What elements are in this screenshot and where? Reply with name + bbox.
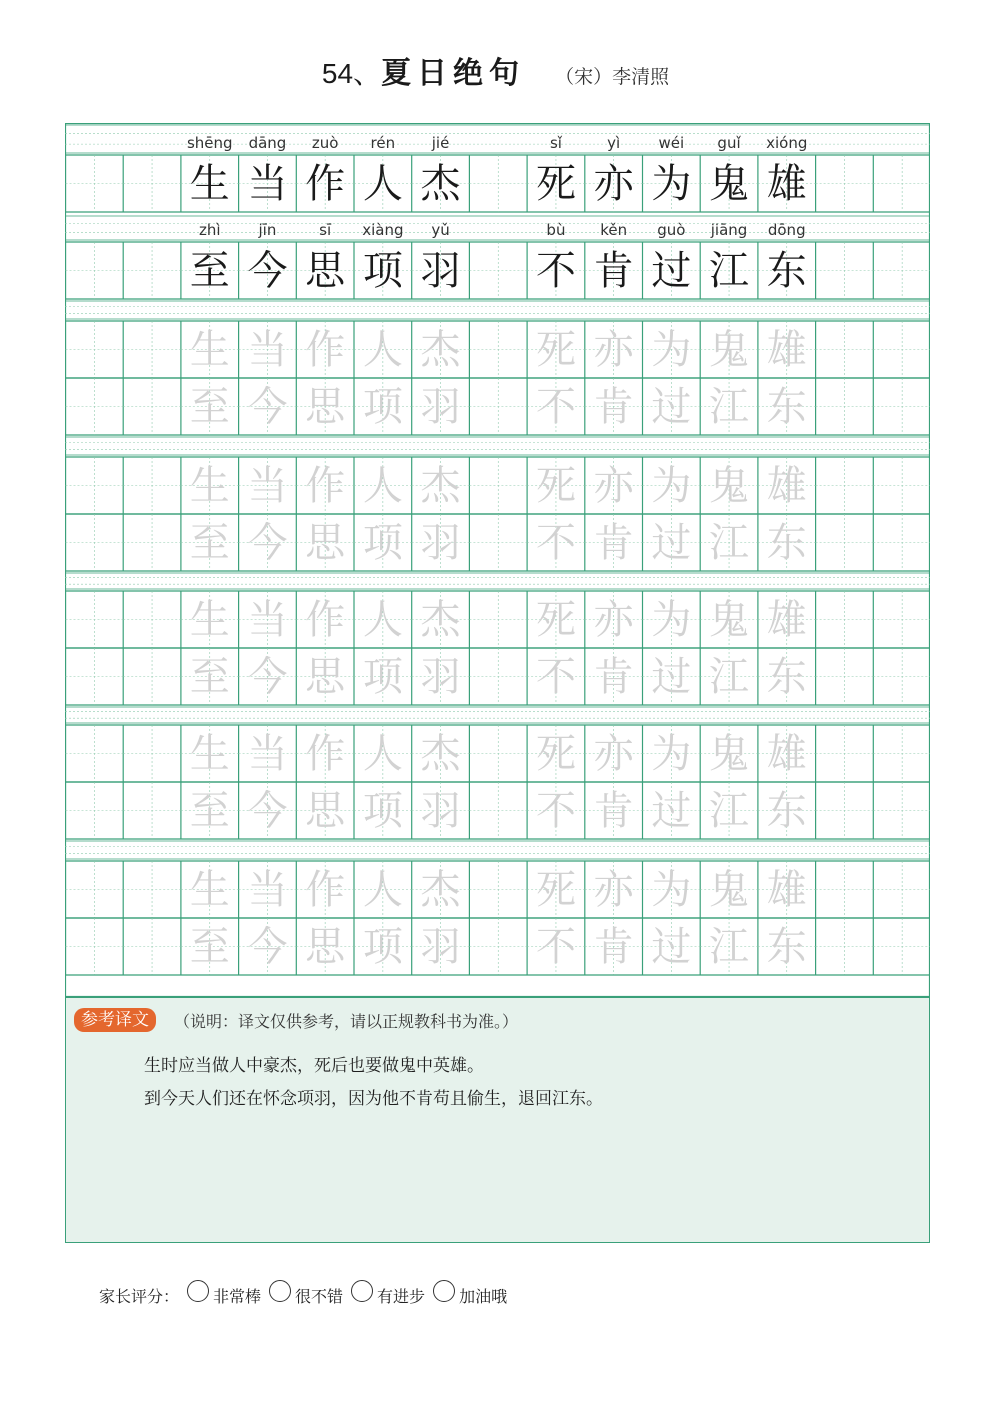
poem-title: 夏日绝句 — [381, 56, 526, 91]
trace-character: 项 — [362, 787, 403, 834]
model-character: 今 — [247, 247, 288, 294]
pinyin-label: wéi — [658, 134, 685, 152]
trace-character: 肯 — [593, 787, 634, 834]
trace-character: 鬼 — [709, 462, 750, 509]
pinyin-label: guǐ — [717, 134, 741, 152]
trace-character: 不 — [535, 383, 576, 430]
trace-character: 人 — [362, 730, 403, 777]
trace-character: 过 — [651, 787, 692, 834]
trace-character: 东 — [766, 787, 807, 834]
parent-rating — [99, 1280, 507, 1310]
trace-character: 过 — [651, 653, 692, 700]
pinyin-label: kěn — [600, 221, 628, 239]
pinyin-label: shēng — [186, 134, 233, 152]
trace-character: 为 — [651, 866, 692, 913]
trace-character: 不 — [535, 653, 576, 700]
trace-character: 肯 — [593, 519, 634, 566]
trace-character: 亦 — [593, 326, 634, 373]
pinyin-label: rén — [370, 134, 396, 152]
pinyin-label: dāng — [248, 134, 287, 152]
trace-character: 杰 — [420, 596, 461, 643]
pinyin-label: jié — [431, 134, 450, 152]
trace-character: 雄 — [766, 326, 807, 373]
trace-character: 为 — [651, 462, 692, 509]
rating-label: 家长评分： — [99, 1286, 180, 1306]
poem-author: （宋）李清照 — [555, 66, 670, 88]
trace-character: 肯 — [593, 923, 634, 970]
pinyin-label: xióng — [766, 134, 808, 152]
trace-character: 思 — [305, 653, 346, 700]
pinyin-label: sī — [319, 221, 332, 239]
rating-option-good[interactable]: 很不错 — [269, 1284, 343, 1307]
trace-character: 当 — [247, 596, 288, 643]
model-character: 东 — [766, 247, 807, 294]
trace-character: 当 — [247, 326, 288, 373]
model-character: 项 — [362, 247, 403, 294]
trace-character: 作 — [305, 866, 346, 913]
trace-character: 东 — [766, 519, 807, 566]
trace-character: 肯 — [593, 383, 634, 430]
model-character: 当 — [247, 160, 288, 207]
trace-character: 生 — [189, 596, 230, 643]
trace-character: 死 — [535, 596, 576, 643]
trace-character: 项 — [362, 383, 403, 430]
trace-character: 思 — [305, 383, 346, 430]
trace-character: 东 — [766, 923, 807, 970]
model-character: 雄 — [766, 160, 807, 207]
trace-character: 过 — [651, 383, 692, 430]
trace-character: 今 — [247, 653, 288, 700]
trace-character: 不 — [535, 923, 576, 970]
trace-character: 项 — [362, 653, 403, 700]
model-character: 为 — [651, 160, 692, 207]
trace-character: 过 — [651, 519, 692, 566]
trace-character: 思 — [305, 519, 346, 566]
model-character: 杰 — [420, 160, 461, 207]
trace-character: 项 — [362, 519, 403, 566]
radio-circle-icon[interactable] — [269, 1280, 291, 1302]
model-character: 亦 — [593, 160, 634, 207]
trace-character: 亦 — [593, 462, 634, 509]
model-character: 过 — [651, 247, 692, 294]
trace-character: 鬼 — [709, 730, 750, 777]
pinyin-label: jīn — [258, 221, 277, 239]
trace-character: 肯 — [593, 653, 634, 700]
trace-character: 至 — [189, 787, 230, 834]
trace-character: 作 — [305, 326, 346, 373]
model-character: 不 — [535, 247, 576, 294]
trace-character: 羽 — [420, 519, 461, 566]
writing-grid — [65, 123, 930, 997]
rating-option-excellent[interactable]: 非常棒 — [187, 1284, 261, 1307]
trace-character: 杰 — [420, 866, 461, 913]
trace-character: 为 — [651, 730, 692, 777]
rating-option-keep-going[interactable]: 加油哦 — [433, 1284, 507, 1307]
model-character: 江 — [709, 247, 750, 294]
trace-character: 生 — [189, 326, 230, 373]
trace-character: 生 — [189, 866, 230, 913]
trace-character: 为 — [651, 326, 692, 373]
model-character: 生 — [189, 160, 230, 207]
trace-character: 江 — [709, 519, 750, 566]
trace-character: 作 — [305, 596, 346, 643]
trace-character: 亦 — [593, 596, 634, 643]
translation-box — [65, 997, 930, 1243]
pinyin-label: guò — [657, 221, 686, 239]
trace-character: 人 — [362, 596, 403, 643]
translation-line-1: 生时应当做人中豪杰，死后也要做鬼中英雄。 — [144, 1056, 484, 1076]
model-character: 人 — [362, 160, 403, 207]
model-character: 死 — [535, 160, 576, 207]
trace-character: 至 — [189, 383, 230, 430]
trace-character: 生 — [189, 730, 230, 777]
trace-character: 死 — [535, 462, 576, 509]
pinyin-label: yǔ — [431, 221, 450, 239]
pinyin-label: dōng — [767, 221, 806, 239]
translation-note: （说明：译文仅供参考，请以正规教科书为准。） — [174, 1012, 519, 1031]
trace-character: 项 — [362, 923, 403, 970]
trace-character: 江 — [709, 787, 750, 834]
trace-character: 鬼 — [709, 596, 750, 643]
trace-character: 雄 — [766, 462, 807, 509]
model-character: 羽 — [420, 247, 461, 294]
trace-character: 生 — [189, 462, 230, 509]
trace-character: 至 — [189, 923, 230, 970]
trace-character: 鬼 — [709, 326, 750, 373]
trace-character: 羽 — [420, 383, 461, 430]
trace-character: 当 — [247, 462, 288, 509]
trace-character: 杰 — [420, 326, 461, 373]
trace-character: 死 — [535, 866, 576, 913]
pinyin-label: zuò — [311, 134, 339, 152]
trace-character: 今 — [247, 519, 288, 566]
trace-character: 今 — [247, 383, 288, 430]
radio-circle-icon[interactable] — [187, 1280, 209, 1302]
trace-character: 今 — [247, 787, 288, 834]
trace-character: 雄 — [766, 730, 807, 777]
trace-character: 人 — [362, 326, 403, 373]
trace-character: 至 — [189, 653, 230, 700]
trace-character: 羽 — [420, 923, 461, 970]
trace-character: 东 — [766, 383, 807, 430]
trace-character: 至 — [189, 519, 230, 566]
pinyin-label: zhì — [198, 221, 221, 239]
trace-character: 鬼 — [709, 866, 750, 913]
translation-line-2: 到今天人们还在怀念项羽，因为他不肯苟且偷生，退回江东。 — [144, 1089, 603, 1109]
trace-character: 死 — [535, 730, 576, 777]
trace-character: 作 — [305, 730, 346, 777]
trace-character: 过 — [651, 923, 692, 970]
trace-character: 江 — [709, 383, 750, 430]
trace-character: 东 — [766, 653, 807, 700]
trace-character: 为 — [651, 596, 692, 643]
trace-character: 当 — [247, 866, 288, 913]
page-title — [0, 48, 991, 92]
trace-character: 江 — [709, 923, 750, 970]
trace-character: 雄 — [766, 866, 807, 913]
pinyin-label: yì — [607, 134, 621, 152]
trace-character: 人 — [362, 462, 403, 509]
pinyin-label: bù — [546, 221, 566, 239]
radio-circle-icon[interactable] — [351, 1280, 373, 1302]
trace-character: 作 — [305, 462, 346, 509]
translation-badge: 参考译文 — [74, 1008, 156, 1032]
trace-character: 亦 — [593, 866, 634, 913]
trace-character: 江 — [709, 653, 750, 700]
pinyin-label: jiāng — [710, 221, 748, 239]
model-character: 肯 — [593, 247, 634, 294]
trace-character: 当 — [247, 730, 288, 777]
radio-circle-icon[interactable] — [433, 1280, 455, 1302]
trace-character: 思 — [305, 923, 346, 970]
trace-character: 死 — [535, 326, 576, 373]
model-character: 作 — [305, 160, 346, 207]
trace-character: 不 — [535, 787, 576, 834]
trace-character: 杰 — [420, 462, 461, 509]
trace-character: 今 — [247, 923, 288, 970]
pinyin-label: xiàng — [362, 221, 404, 239]
poem-number: 54、 — [321, 58, 382, 89]
trace-character: 羽 — [420, 653, 461, 700]
trace-character: 人 — [362, 866, 403, 913]
trace-character: 雄 — [766, 596, 807, 643]
model-character: 思 — [305, 247, 346, 294]
model-character: 至 — [189, 247, 230, 294]
rating-option-improving[interactable]: 有进步 — [351, 1284, 425, 1307]
trace-character: 思 — [305, 787, 346, 834]
trace-character: 不 — [535, 519, 576, 566]
trace-character: 杰 — [420, 730, 461, 777]
trace-character: 亦 — [593, 730, 634, 777]
trace-character: 羽 — [420, 787, 461, 834]
pinyin-label: sǐ — [549, 134, 562, 152]
model-character: 鬼 — [709, 160, 750, 207]
